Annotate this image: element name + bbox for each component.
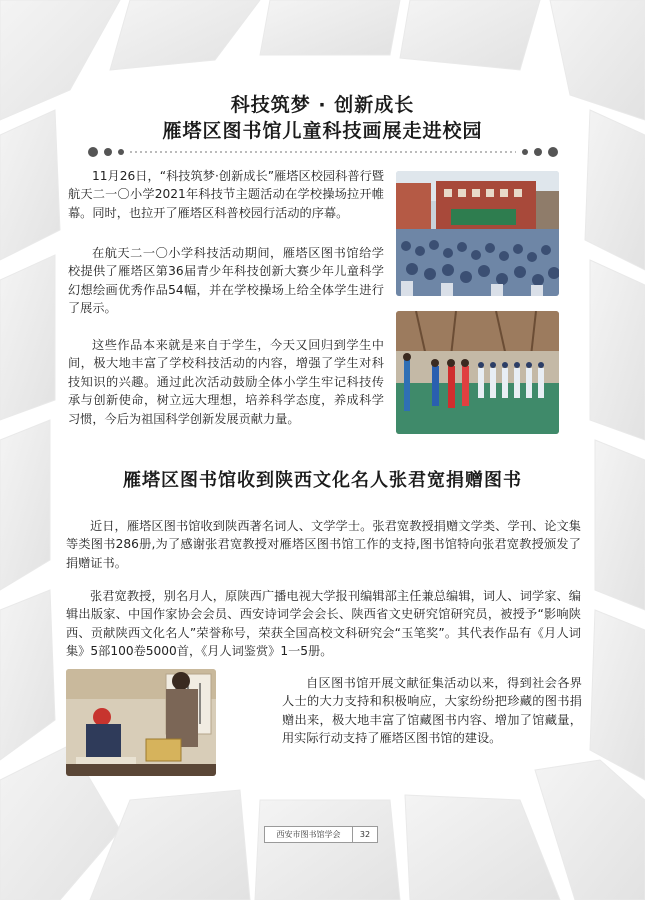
photo-costume-parade [396, 311, 559, 434]
photo-book-donation [66, 669, 216, 776]
article1-paragraph: 这些作品本来就是来自于学生，今天又回归到学生中间，极大地丰富了学校科技活动的内容，增强了学生对科技知识的兴趣。通过此次活动鼓励全体小学生牢记科技传承与创新使命，树立远大理想，培养科学态度，养成科学习惯，今后为祖国科学创新发展贡献力量。 [68, 338, 384, 426]
article1-title-line1: 科技筑梦 · 创新成长 [230, 94, 415, 116]
photo-school-event [396, 171, 559, 296]
article2-paragraph: 自区图书馆开展文献征集活动以来，得到社会各界人士的大力支持和积极响应，大家纷纷把珍藏的图书捐赠出来，极大地丰富了馆藏图书内容、增加了馆藏量，用实际行动支持了雁塔区图书馆的建设。 [282, 676, 582, 746]
page-number: 32 [359, 830, 371, 839]
page-footer [264, 826, 378, 843]
article1-paragraph: 11月26日，“科技筑梦·创新成长”雁塔区校园科普行暨航天二一〇小学2021年科技节主题活动在学校操场拉开帷幕。同时，也拉开了雁塔区科普校园行活动的序幕。 [68, 169, 384, 220]
article1-paragraph: 在航天二一〇小学科技活动期间，雁塔区图书馆给学校提供了雁塔区第36届青少年科技创新大赛少年儿童科学幻想绘画优秀作品54幅，并在学校操场上给全体学生进行了展示。 [68, 246, 384, 316]
article2-paragraph: 近日，雁塔区图书馆收到陕西著名词人、文学学士。张君宽教授捐赠文学类、学刊、论文集等类图书286册,为了感谢张君宽教授对雁塔区图书馆工作的支持,图书馆特向张君宽教授颁发了捐赠证书。 [66, 519, 581, 570]
footer-organization: 西安市图书馆学会 [265, 827, 353, 842]
article2-paragraph: 张君宽教授，别名月人，原陕西广播电视大学报刊编辑部主任兼总编辑，词人、词学家、编辑出版家、中国作家协会会员、西安诗词学会会长、陕西省文史研究馆研究员，被授予“影响陕西、贡献陕西文化名人”荣誉称号，荣获全国高校文科研究会“玉笔奖”。其代表作品有《月人词集》5部100卷5000首，《月人词鉴赏》1一5册。 [66, 589, 581, 659]
article2-title: 雁塔区图书馆收到陕西文化名人张君宽捐赠图书 [123, 470, 522, 491]
dotted-divider [88, 147, 558, 157]
article1-title-line2: 雁塔区图书馆儿童科技画展走进校园 [162, 120, 483, 142]
